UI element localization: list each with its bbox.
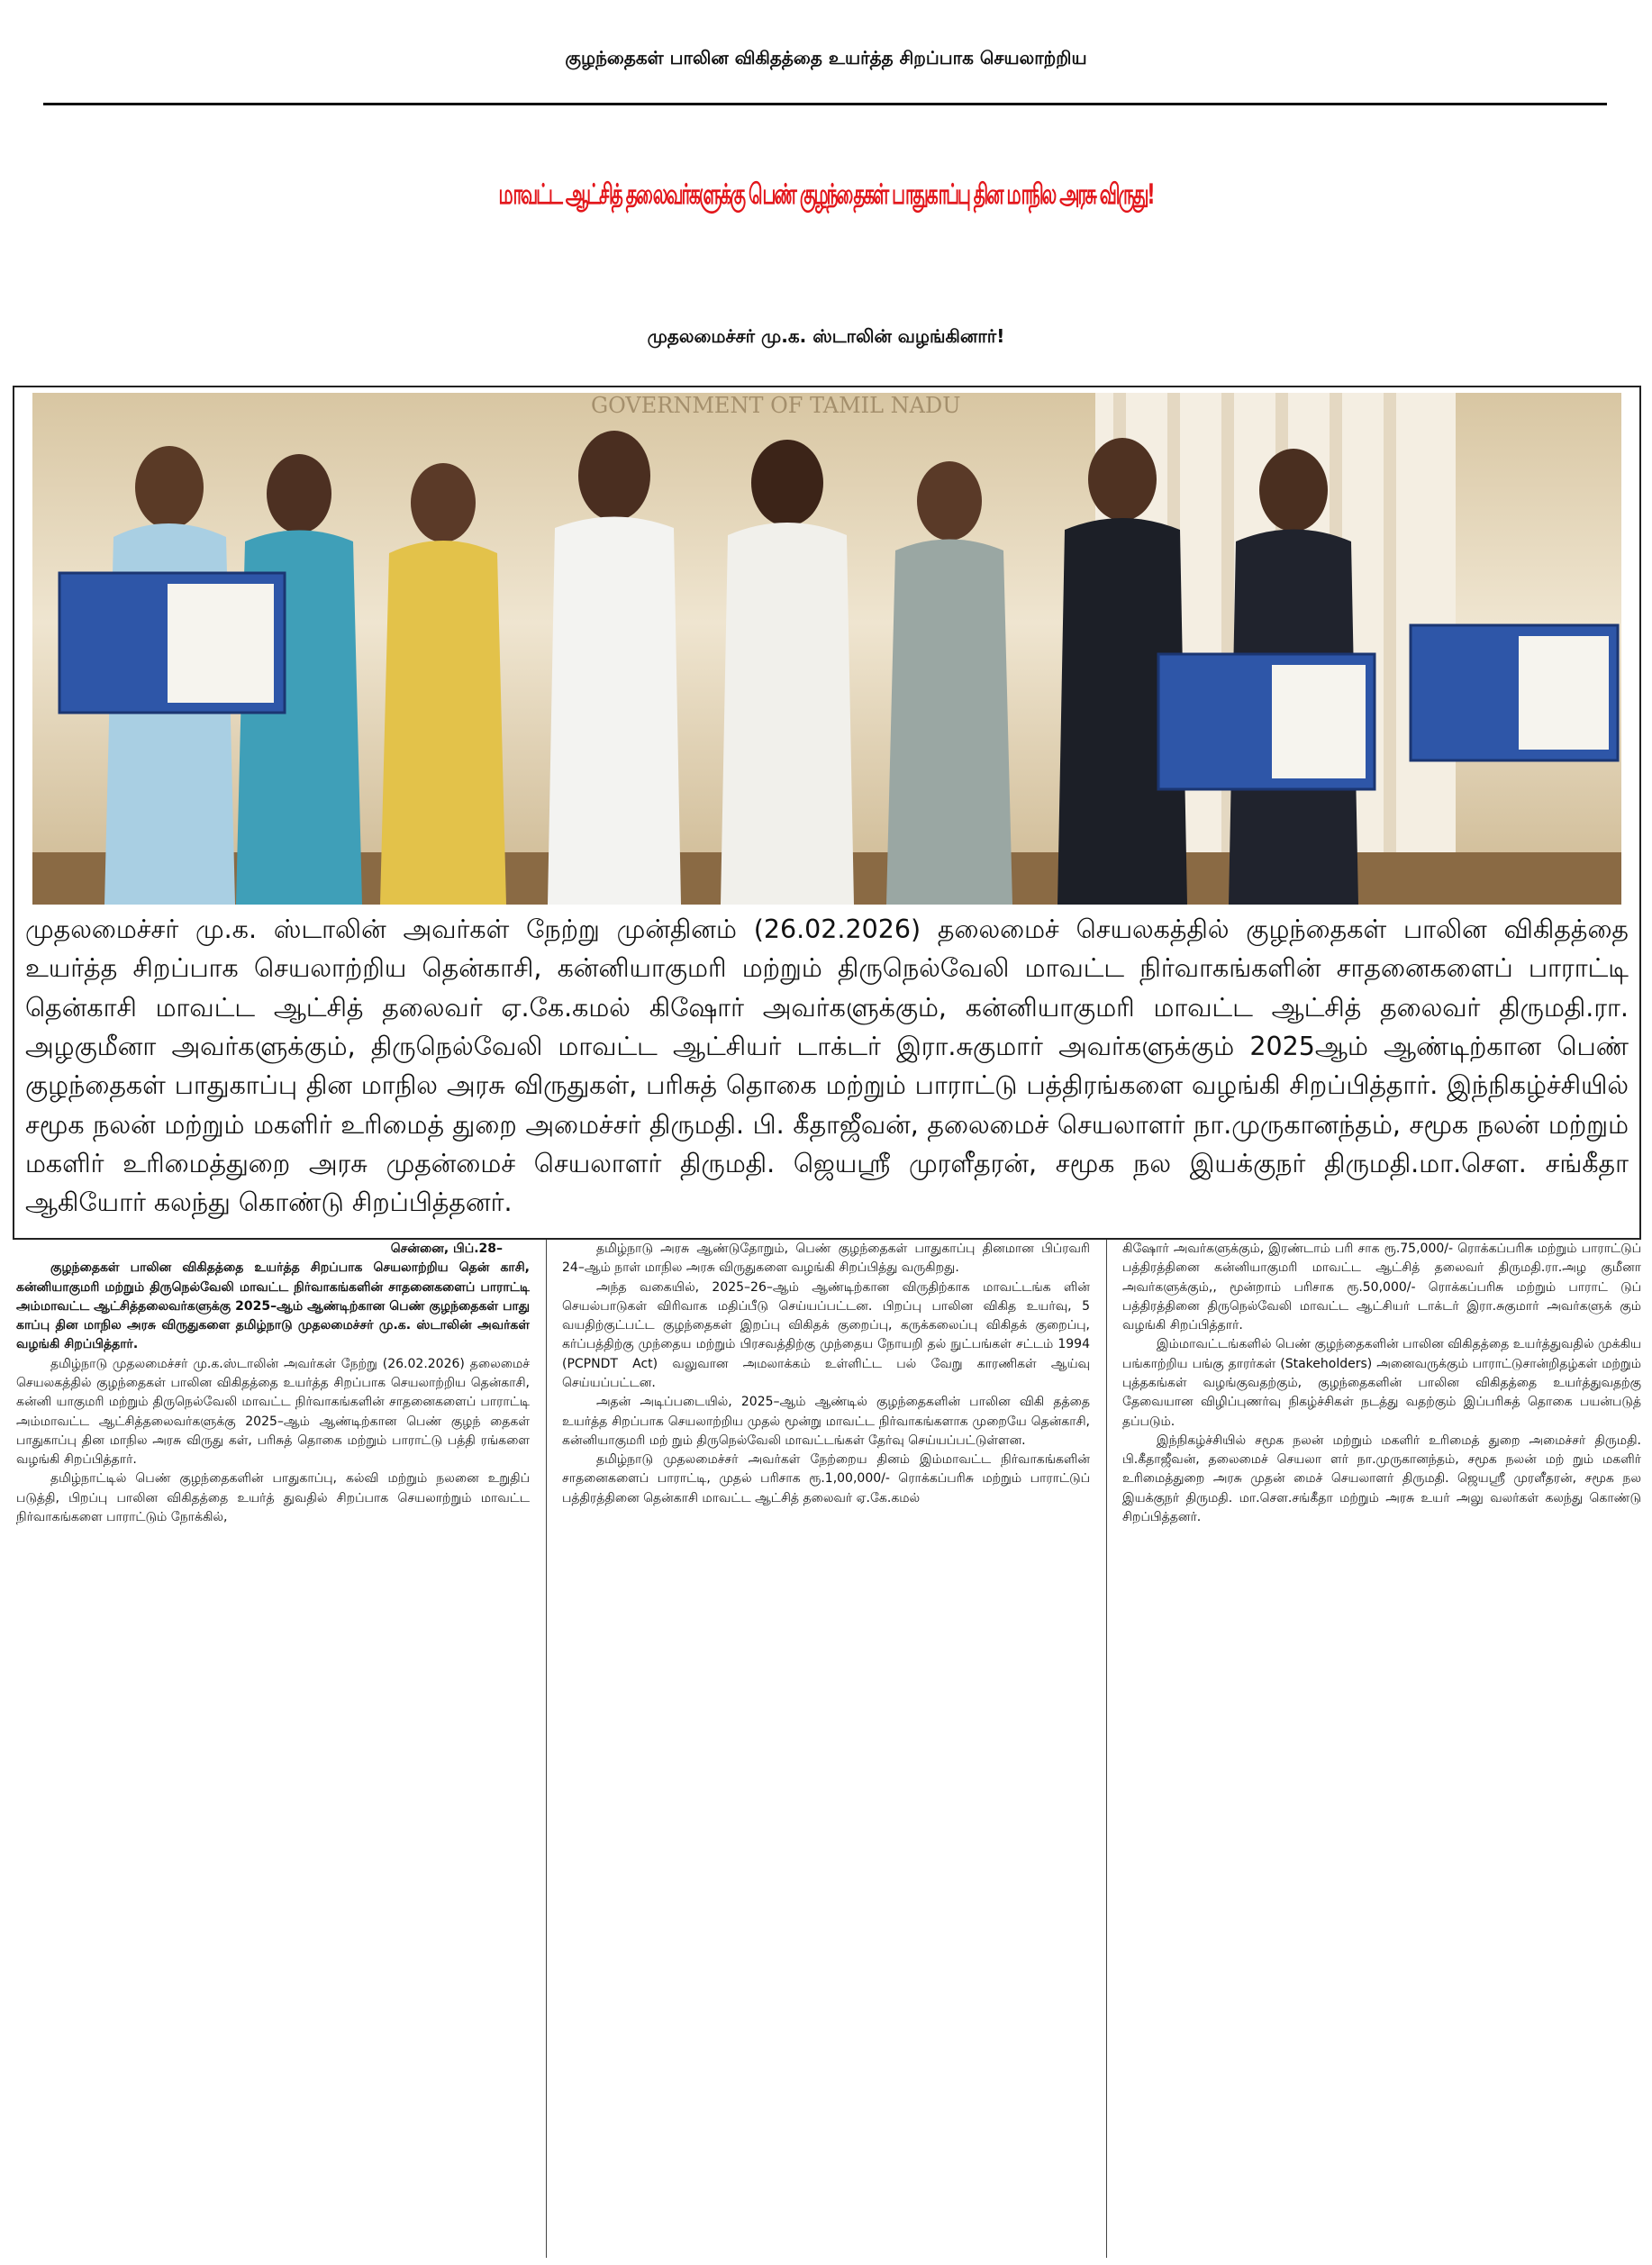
paragraph: கிஷோர் அவர்களுக்கும், இரண்டாம் பரி சாக ரூ.75,000/- ரொக்கப்பரிசு மற்றும் பாராட்டுப் பத்திரத்தினை கன்னியாகுமரி மாவட்ட ஆட்சித் தலைவர் திருமதி.ரா.அழ குமீனா அவர்களுக்கும்,, மூன்றாம் பரிசாக ரூ.50,000/- ரொக்கப்பரிசு மற்றும் பாராட் டுப் பத்திரத்தினை திருநெல்வேலி மாவட்ட ஆட்சியர் டாக்டர் இரா.சுகுமார் அவர்களுக் கும் வழங்கி சிறப்பித்தார். (1122, 1242, 1641, 1333)
news-photo (32, 393, 1621, 905)
backdrop-text: GOVERNMENT OF TAMIL NADU (591, 393, 961, 418)
headline-subline: முதலமைச்சர் மு.க. ஸ்டாலின் வழங்கினார்! (647, 325, 1005, 347)
article-column-2 (562, 1240, 1090, 2258)
headline-main-red: மாவட்ட ஆட்சித் தலைவர்களுக்கு பெண் குழந்தைகள் பாதுகாப்பு தின மாநில அரசு விருது! (498, 177, 1154, 211)
column-divider (546, 1240, 547, 2258)
paragraph: இந்நிகழ்ச்சியில் சமூக நலன் மற்றும் மகளிர் உரிமைத் துறை அமைச்சர் திருமதி. பி.கீதாஜீவன், தலைமைச் செயலா ளர் நா.முருகானந்தம், சமூக நலன் மற் றும் மகளிர் உரிமைத்துறை அரசு முதன் மைச் செயலாளர் திருமதி. ஜெயஸ்ரீ முரளீதரன், சமூக நல இயக்குநர் திருமதி. மா.சௌ.சங்கீதா மற்றும் அரசு உயர் அலு வலர்கள் கலந்து கொண்டு சிறப்பித்தனர். (1122, 1433, 1641, 1524)
headline-top-line: குழந்தைகள் பாலின விகிதத்தை உயர்த்த சிறப்பாக செயலாற்றிய (565, 47, 1087, 68)
paragraph: தமிழ்நாடு முதலமைச்சர் அவர்கள் நேற்றைய தினம் இம்மாவட்ட நிர்வாகங்களின் சாதனைகளைப் பாராட்டி, முதல் பரிசாக ரூ.1,00,000/- ரொக்கப்பரிசு மற்றும் பாராட்டுப் பத்திரத்தினை தென்காசி மாவட்ட ஆட்சித் தலைவர் ஏ.கே.கமல் (562, 1452, 1090, 1505)
paragraph: இம்மாவட்டங்களில் பெண் குழந்தைகளின் பாலின விகிதத்தை உயர்த்துவதில் முக்கிய பங்காற்றிய பங்கு தாரர்கள் (Stakeholders) அனைவருக்கும் பாராட்டுசான்றிதழ்கள் மற்றும் புத்தகங்கள் வழங்குவதற்கும், குழந்தைகளின் பாலின விகிதத்தை உயர்த்துவதற்கு தேவையான விழிப்புணர்வு நிகழ்ச்சிகள் நடத்து வதற்கும் இப்பரிசுத் தொகை பயன்படுத் தப்படும். (1122, 1337, 1641, 1429)
paragraph: அந்த வகையில், 2025–26–ஆம் ஆண்டிற்கான விருதிற்காக மாவட்டங்க ளின் செயல்பாடுகள் விரிவாக மதிப்பீடு செய்யப்பட்டன. பிறப்பு பாலின விகித உயர்வு, 5 வயதிற்குட்பட்ட குழந்தைகள் இறப்பு விகிதக் குறைப்பு, கருக்கலைப்பு விகிதக் குறைப்பு, கர்ப்பத்திற்கு முந்தைய மற்றும் பிரசவத்திற்கு முந்தைய நோயறி தல் நுட்பங்கள் சட்டம் 1994 (PCPNDT Act) வலுவான அமலாக்கம் உள்ளிட்ட பல் வேறு காரணிகள் ஆய்வு செய்யப்பட்டன. (562, 1279, 1090, 1390)
paragraph: தமிழ்நாட்டில் பெண் குழந்தைகளின் பாதுகாப்பு, கல்வி மற்றும் நலனை உறுதிப் படுத்தி, பிறப்பு பாலின விகிதத்தை உயர்த் துவதில் சிறப்பாக செயலாற்றும் மாவட்ட நிர்வாகங்களை பாராட்டும் நோக்கில், (16, 1471, 530, 1524)
paragraph: அதன் அடிப்படையில், 2025–ஆம் ஆண்டில் குழந்தைகளின் பாலின விகி தத்தை உயர்த்த சிறப்பாக செயலாற்றிய முதல் மூன்று மாவட்ட நிர்வாகங்களாக முறையே தென்காசி, கன்னியாகுமரி மற் றும் திருநெல்வேலி மாவட்டங்கள் தேர்வு செய்யப்பட்டுள்ளன. (562, 1395, 1090, 1448)
article-body (0, 1240, 1652, 2258)
paragraph: தமிழ்நாடு முதலமைச்சர் மு.க.ஸ்டாலின் அவர்கள் நேற்று (26.02.2026) தலைமைச் செயலகத்தில் குழந்தைகள் பாலின விகிதத்தை உயர்த்த சிறப்பாக செயலாற்றிய தென்காசி, கன்னி யாகுமரி மற்றும் திருநெல்வேலி மாவட்ட நிர்வாகங்களின் சாதனைகளைப் பாராட்டி அம்மாவட்ட ஆட்சித்தலைவர்களுக்கு 2025–ஆம் ஆண்டிற்கான பெண் குழந் தைகள் பாதுகாப்பு தின மாநில அரசு விருது கள், பரிசுத் தொகை மற்றும் பாராட்டு பத்தி ரங்களை வழங்கி சிறப்பித்தார். (16, 1356, 530, 1468)
dateline: சென்னை, பிப்.28– (390, 1242, 503, 1256)
article-column-1 (16, 1240, 530, 2258)
article-column-3 (1122, 1240, 1641, 2258)
column-divider (1106, 1240, 1107, 2258)
photo-caption: முதலமைச்சர் மு.க. ஸ்டாலின் அவர்கள் நேற்று முன்தினம் (26.02.2026) தலைமைச் செயலகத்தில் குழந்தைகள் பாலின விகிதத்தை உயர்த்த சிறப்பாக செயலாற்றிய தென்காசி, கன்னியாகுமரி மற்றும் திருநெல்வேலி மாவட்ட நிர்வாகங்களின் சாதனைகளைப் பாராட்டி தென்காசி மாவட்ட ஆட்சித் தலைவர் ஏ.கே.கமல் கிஷோர் அவர்களுக்கும், கன்னியாகுமரி மாவட்ட ஆட்சித் தலைவர் திருமதி.ரா. அழகுமீனா அவர்களுக்கும், திருநெல்வேலி மாவட்ட ஆட்சியர் டாக்டர் இரா.சுகுமார் அவர்களுக்கும் 2025ஆம் ஆண்டிற்கான பெண் குழந்தைகள் பாதுகாப்பு தின மாநில அரசு விருதுகள், பரிசுத் தொகை மற்றும் பாராட்டு பத்திரங்களை வழங்கி சிறப்பித்தார். இந்நிகழ்ச்சியில் சமூக நலன் மற்றும் மகளிர் உரிமைத் துறை அமைச்சர் திருமதி. பி. கீதாஜீவன், தலைமைச் செயலாளர் நா.முருகானந்தம், சமூக நலன் மற்றும் மகளிர் உரிமைத்துறை அரசு முதன்மைச் செயலாளர் திருமதி. ஜெயஸ்ரீ முரளீதரன், சமூக நல இயக்குநர் திருமதி.மா.சௌ. சங்கீதா ஆகியோர் கலந்து கொண்டு சிறப்பித்தனர். (25, 914, 1629, 1218)
paragraph: தமிழ்நாடு அரசு ஆண்டுதோறும், பெண் குழந்தைகள் பாதுகாப்பு தினமான பிப்ரவரி 24–ஆம் நாள் மாநில அரசு விருதுகளை வழங்கி சிறப்பித்து வருகிறது. (562, 1242, 1090, 1276)
lead-paragraph: குழந்தைகள் பாலின விகிதத்தை உயர்த்த சிறப்பாக செயலாற்றிய தென் காசி, கன்னியாகுமரி மற்றும் திருநெல்வேலி மாவட்ட நிர்வாகங்களின் சாதனைகளைப் பாராட்டி அம்மாவட்ட ஆட்சித்தலைவர்களுக்கு 2025–ஆம் ஆண்டிற்கான பெண் குழந்தைகள் பாது காப்பு தின மாநில அரசு விருதுகளை தமிழ்நாடு முதலமைச்சர் மு.க. ஸ்டாலின் அவர்கள் வழங்கி சிறப்பித்தார். (16, 1260, 530, 1352)
photo-frame (13, 386, 1641, 1240)
